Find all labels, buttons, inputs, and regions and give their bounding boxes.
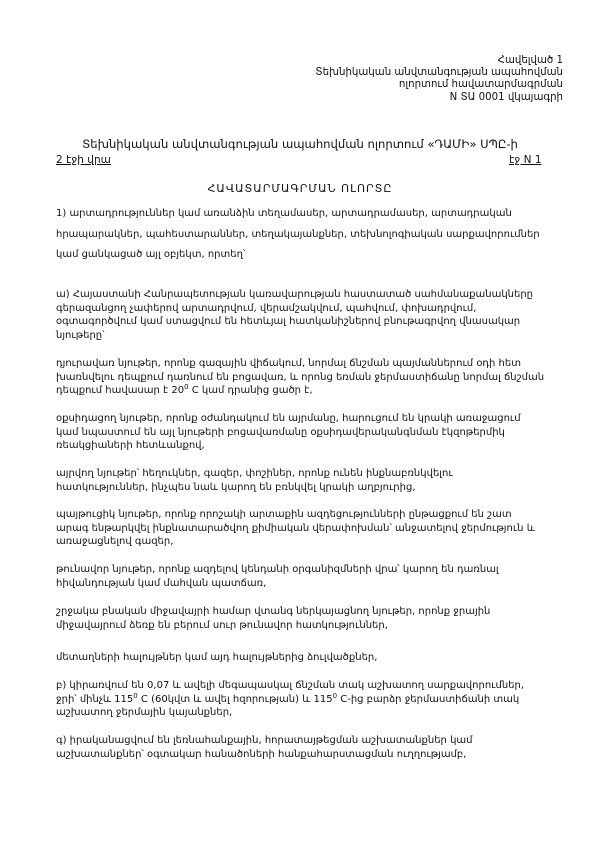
annex-line-2: Տեխնիկական անվտանգության ապահովման (315, 67, 563, 79)
paragraph-c: գ) իրականացվում են լեռնահանքային, հորատայթեցման աշխատանքներ կամ աշխատանքներ՝ օգտակար հանածոների հանքահարստացման ուղղությամբ, (56, 735, 473, 760)
paragraph-b (56, 679, 566, 720)
paragraph-flammable-tail: C կամ դրանից ցածր է, (188, 385, 313, 397)
paragraph-metals: մետաղների հալույթներ կամ այդ հալույթներից ձուլվածքներ, (56, 652, 378, 663)
paragraph-explosive: պայթուցիկ նյութեր, որոնք որոշակի արտաքին ազդեցությունների ընթացքում են շատ արագ ենթարկվել ինքնատարածվող քիմիական վերափոխման՝ անջատելով ջերմություն և առաջացնելով գազեր, (56, 509, 535, 548)
annex-line-3: ոլորտում հավատարմագրման (398, 79, 563, 91)
paragraph-b-text: բ) կիրառվում են 0,07 և ավելի մեգապասկալ ճնշման տակ աշխատող սարքավորումներ, ջրի՝ մինչև 115 (56, 680, 525, 705)
document-heading: Տեխնիկական անվտանգության ապահովման ոլորտում «ԴԱՄԻ» ՍՊԸ-ի (82, 137, 518, 151)
paragraph-combustible: այրվող նյութեր՝ հեղուկներ, գազեր, փոշիներ, որոնք ունեն ինքնաբռնկվելու հատկություններ, ինչպես նաև կարող են բռնկվել կրակի աղբյուրից, (56, 468, 453, 493)
paragraph-toxic: թունավոր նյութեր, որոնք ազդելով կենդանի օրգանիզմների վրա՝ կարող են դառնալ հիվանդության կամ մահվան պատճառ, (56, 564, 499, 589)
degree-sup: 0 (133, 691, 138, 700)
page-count: 2 էջի վրա (56, 154, 111, 166)
paragraph-1: 1) արտադրություններ կամ առանձին տեղամասեր, արտադրամասեր, արտադրական հրապարակներ, պահեստարաններ, տեղակայանքներ, տեխնոլոգիական սարքավորումներ կամ ցանկացած այլ օբյեկտ, որտեղ՝ (56, 208, 540, 260)
page-number: էջ N 1 (509, 154, 542, 166)
paragraph-flammable (56, 357, 566, 398)
annex-line-4: N ՏԱ 0001 վկայագրի (449, 91, 563, 103)
paragraph-oxidizing: օքսիդացող նյութեր, որոնք օժանդակում են այրմանը, հարուցում են կրակի առաջացում կամ նպաստում են այլ նյութերի բոցավառմանը օքսիդավերականգնման էկզոթերմիկ ռեակցիաների հետևանքով, (56, 413, 521, 452)
document-title: ՀԱՎԱՏԱՐՄԱԳՐՄԱՆ ՈԼՈՐՏԸ (207, 182, 393, 195)
paragraph-b-mid: C (60կվտ և ավել հզորության) և 115 (137, 693, 333, 705)
paragraph-a: ա) Հայաստանի Հանրապետության կառավարության հաստատած սահմանաքանակները գերազանցող չափերով արտադրվում, վերամշակվում, պահվում, փոխադրվում, օգտագործվում կամ ստացվում են հետևյալ հատկանիշներով բնութագրվող վնասակար նյութերը՝ (56, 289, 534, 341)
paragraph-b-tail: C-ից բարձր ջերմաստիճանի տակ աշխատող ջերմային կայանքներ, (56, 693, 520, 719)
paragraph-environmental: շրջակա բնական միջավայրի համար վտանգ ներկայացնող նյութեր, որոնք ջրային միջավայրում ձեռք են բերում սուր թունավոր հատկություններ, (56, 606, 491, 631)
annex-block (243, 55, 563, 104)
degree-sup: 0 (184, 383, 189, 392)
annex-line-1: Հավելված 1 (497, 55, 563, 66)
degree-sup: 0 (332, 691, 338, 700)
paragraph-flammable-text: դյուրավառ նյութեր, որոնք գազային վիճակում, նորմալ ճնշման պայմաններում օդի հետ խառնվելու դեպքում դառնում են բոցավառ, և որոնց եռման ջերմաստիճանը նորմալ ճնշման դեպքում հավասար է 20 (56, 358, 545, 397)
